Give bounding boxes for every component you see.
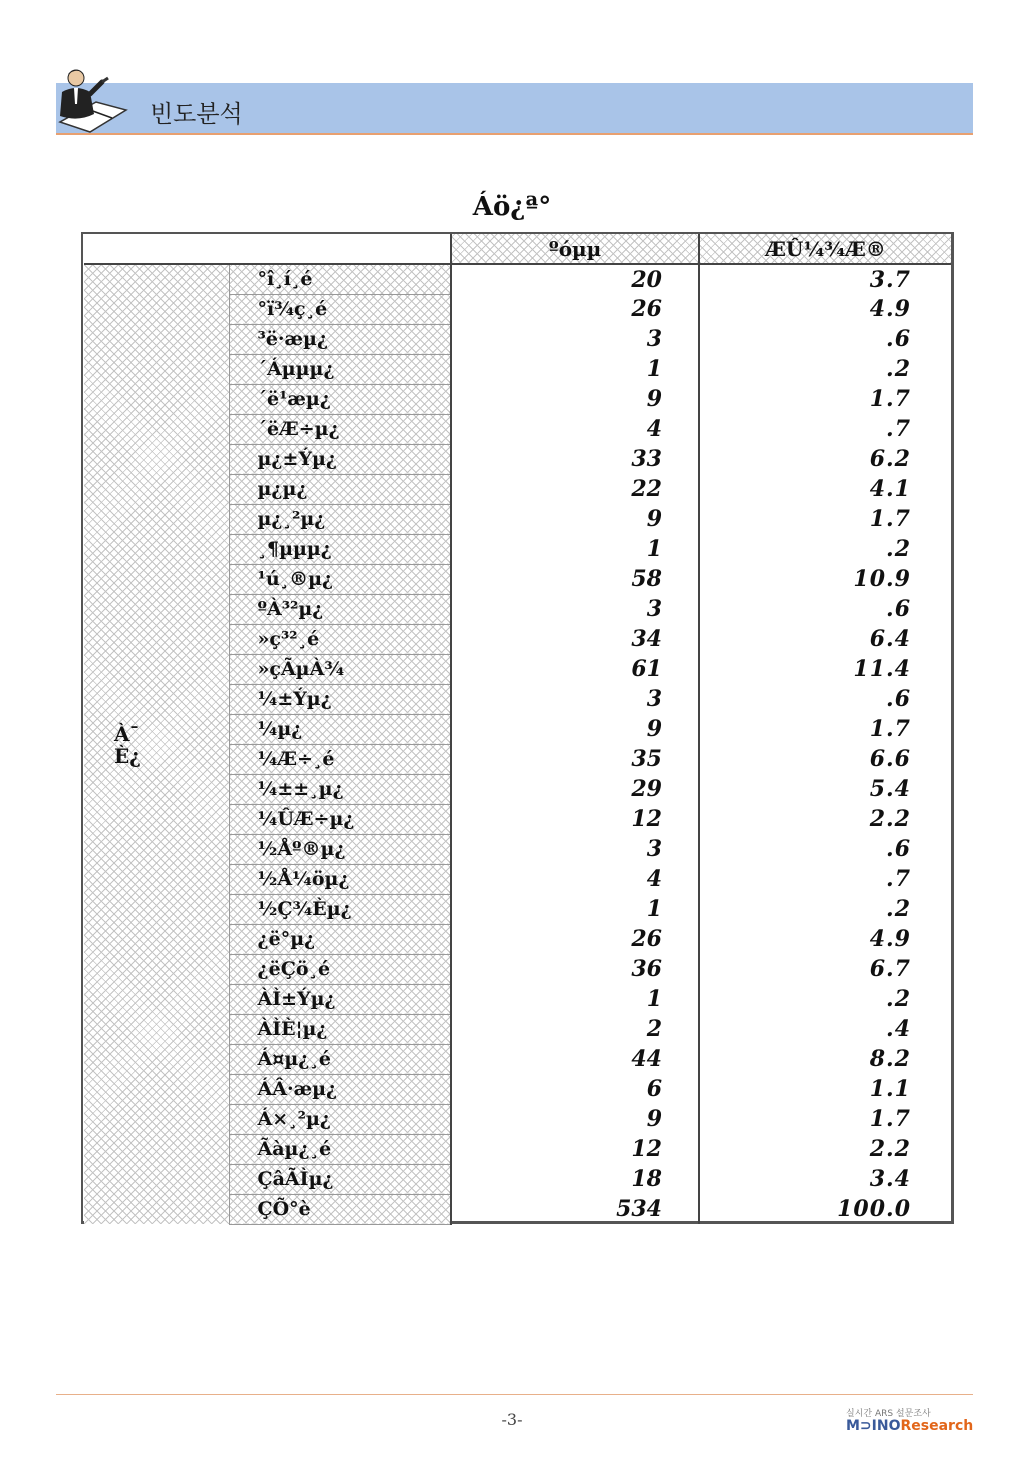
- row-percent: .2: [886, 986, 911, 1012]
- row-frequency: 18: [451, 1164, 699, 1194]
- table-header-row: [84, 234, 951, 264]
- row-frequency: 1: [451, 984, 699, 1014]
- row-frequency: 3: [451, 684, 699, 714]
- row-label: »ç³²¸é: [229, 624, 451, 654]
- row-label: ÁÂ·æµ¿: [229, 1074, 451, 1104]
- row-frequency: 4: [451, 414, 699, 444]
- row-frequency: 4: [451, 864, 699, 894]
- row-percent: .4: [886, 1016, 911, 1042]
- group-label: À¯ È¿: [114, 721, 141, 768]
- row-label: Á×¸²µ¿: [229, 1104, 451, 1134]
- row-frequency: 26: [451, 294, 699, 324]
- row-frequency: 22: [451, 474, 699, 504]
- row-frequency: 61: [451, 654, 699, 684]
- row-label: µ¿¸²µ¿: [229, 504, 451, 534]
- row-frequency: 1: [451, 534, 699, 564]
- row-label: ¼µ¿: [229, 714, 451, 744]
- row-label: ¹ú¸®µ¿: [229, 564, 451, 594]
- row-frequency: 2: [451, 1014, 699, 1044]
- row-frequency: 6: [451, 1074, 699, 1104]
- row-percent: 6.4: [869, 626, 911, 652]
- row-percent: 1.7: [869, 1106, 911, 1132]
- row-percent: 8.2: [869, 1046, 911, 1072]
- row-label: ¿ë°µ¿: [229, 924, 451, 954]
- row-label: µ¿µ¿: [229, 474, 451, 504]
- row-percent: .6: [886, 326, 911, 352]
- row-label: ÀÌÈ¦µ¿: [229, 1014, 451, 1044]
- row-percent: .2: [886, 896, 911, 922]
- row-frequency: 534: [451, 1194, 699, 1224]
- row-frequency: 3: [451, 834, 699, 864]
- row-frequency: 9: [451, 504, 699, 534]
- row-label: Ãàµ¿¸é: [229, 1134, 451, 1164]
- row-label: »çÃµÀ¾: [229, 654, 451, 684]
- header-blank-cell: [84, 234, 451, 264]
- row-label: ¸¶µµµ¿: [229, 534, 451, 564]
- row-percent: .2: [886, 536, 911, 562]
- row-label: Á¤µ¿¸é: [229, 1044, 451, 1074]
- footer-divider: [56, 1394, 973, 1395]
- row-frequency: 36: [451, 954, 699, 984]
- row-frequency: 3: [451, 324, 699, 354]
- header-percent: ÆÛ¼¾Æ®: [699, 234, 951, 264]
- row-label: °ï¾ç¸é: [229, 294, 451, 324]
- row-percent: .6: [886, 686, 911, 712]
- businessman-icon: [50, 60, 130, 140]
- row-percent: .7: [886, 416, 911, 442]
- header-frequency: ºóµµ: [451, 234, 699, 264]
- frequency-table: [84, 234, 951, 1225]
- row-frequency: 58: [451, 564, 699, 594]
- row-frequency: 34: [451, 624, 699, 654]
- row-percent: 5.4: [869, 776, 911, 802]
- row-frequency: 29: [451, 774, 699, 804]
- row-label: ¼±±¸µ¿: [229, 774, 451, 804]
- row-frequency: 12: [451, 1134, 699, 1164]
- row-label: ½Ç¾Èµ¿: [229, 894, 451, 924]
- row-frequency: 9: [451, 384, 699, 414]
- row-percent: 10.9: [853, 566, 911, 592]
- row-percent: .6: [886, 596, 911, 622]
- row-frequency: 9: [451, 714, 699, 744]
- row-label: ¿ëÇö¸é: [229, 954, 451, 984]
- row-percent: .7: [886, 866, 911, 892]
- row-frequency: 12: [451, 804, 699, 834]
- row-percent: 1.7: [869, 506, 911, 532]
- brand-logo: [846, 1418, 973, 1434]
- row-frequency: 9: [451, 1104, 699, 1134]
- row-frequency: 1: [451, 894, 699, 924]
- row-percent: 1.7: [869, 716, 911, 742]
- row-label: ÀÌ±Ýµ¿: [229, 984, 451, 1014]
- row-label: °î¸í¸é: [229, 264, 451, 294]
- page-title: 빈도분석: [150, 100, 243, 128]
- row-label: ¼ÛÆ÷µ¿: [229, 804, 451, 834]
- row-frequency: 33: [451, 444, 699, 474]
- row-frequency: 3: [451, 594, 699, 624]
- row-percent: 1.7: [869, 386, 911, 412]
- row-percent: 6.2: [869, 446, 911, 472]
- row-percent: 4.1: [869, 476, 911, 502]
- row-percent: 2.2: [869, 1136, 911, 1162]
- row-percent: 1.1: [869, 1076, 911, 1102]
- row-percent: 6.6: [869, 746, 911, 772]
- row-percent: .6: [886, 836, 911, 862]
- row-label: ´Áµµµ¿: [229, 354, 451, 384]
- row-frequency: 35: [451, 744, 699, 774]
- row-label: ºÀ³²µ¿: [229, 594, 451, 624]
- row-percent: 3.7: [869, 266, 911, 293]
- brand-tagline: 실시간 ARS 설문조사: [846, 1409, 931, 1419]
- row-percent: 3.4: [869, 1166, 911, 1192]
- row-label: ÇâÃÌµ¿: [229, 1164, 451, 1194]
- row-label: ¼Æ÷¸é: [229, 744, 451, 774]
- row-label: ÇÕ°è: [229, 1194, 451, 1224]
- row-percent: 4.9: [869, 296, 911, 322]
- row-label: µ¿±Ýµ¿: [229, 444, 451, 474]
- brand-part-1: M⊃INO: [846, 1418, 901, 1434]
- row-label: ½Åº®µ¿: [229, 834, 451, 864]
- row-frequency: 44: [451, 1044, 699, 1074]
- group-label-cell: [84, 264, 229, 1224]
- row-label: ´ë¹æµ¿: [229, 384, 451, 414]
- row-frequency: 20: [451, 264, 699, 294]
- row-percent: 4.9: [869, 926, 911, 952]
- row-percent: 11.4: [853, 656, 911, 682]
- row-percent: .2: [886, 356, 911, 382]
- row-frequency: 1: [451, 354, 699, 384]
- brand-part-2: Research: [900, 1418, 974, 1434]
- row-percent: 6.7: [869, 956, 911, 982]
- page-number: -3-: [501, 1410, 523, 1429]
- row-percent: 100.0: [837, 1196, 911, 1222]
- table-row: [84, 264, 951, 294]
- row-label: ´ëÆ÷µ¿: [229, 414, 451, 444]
- row-label: ½Å¼öµ¿: [229, 864, 451, 894]
- row-frequency: 26: [451, 924, 699, 954]
- row-percent: 2.2: [869, 806, 911, 832]
- row-label: ¼±Ýµ¿: [229, 684, 451, 714]
- row-label: ³ë·æµ¿: [229, 324, 451, 354]
- table-title: Áö¿ª°: [472, 192, 552, 222]
